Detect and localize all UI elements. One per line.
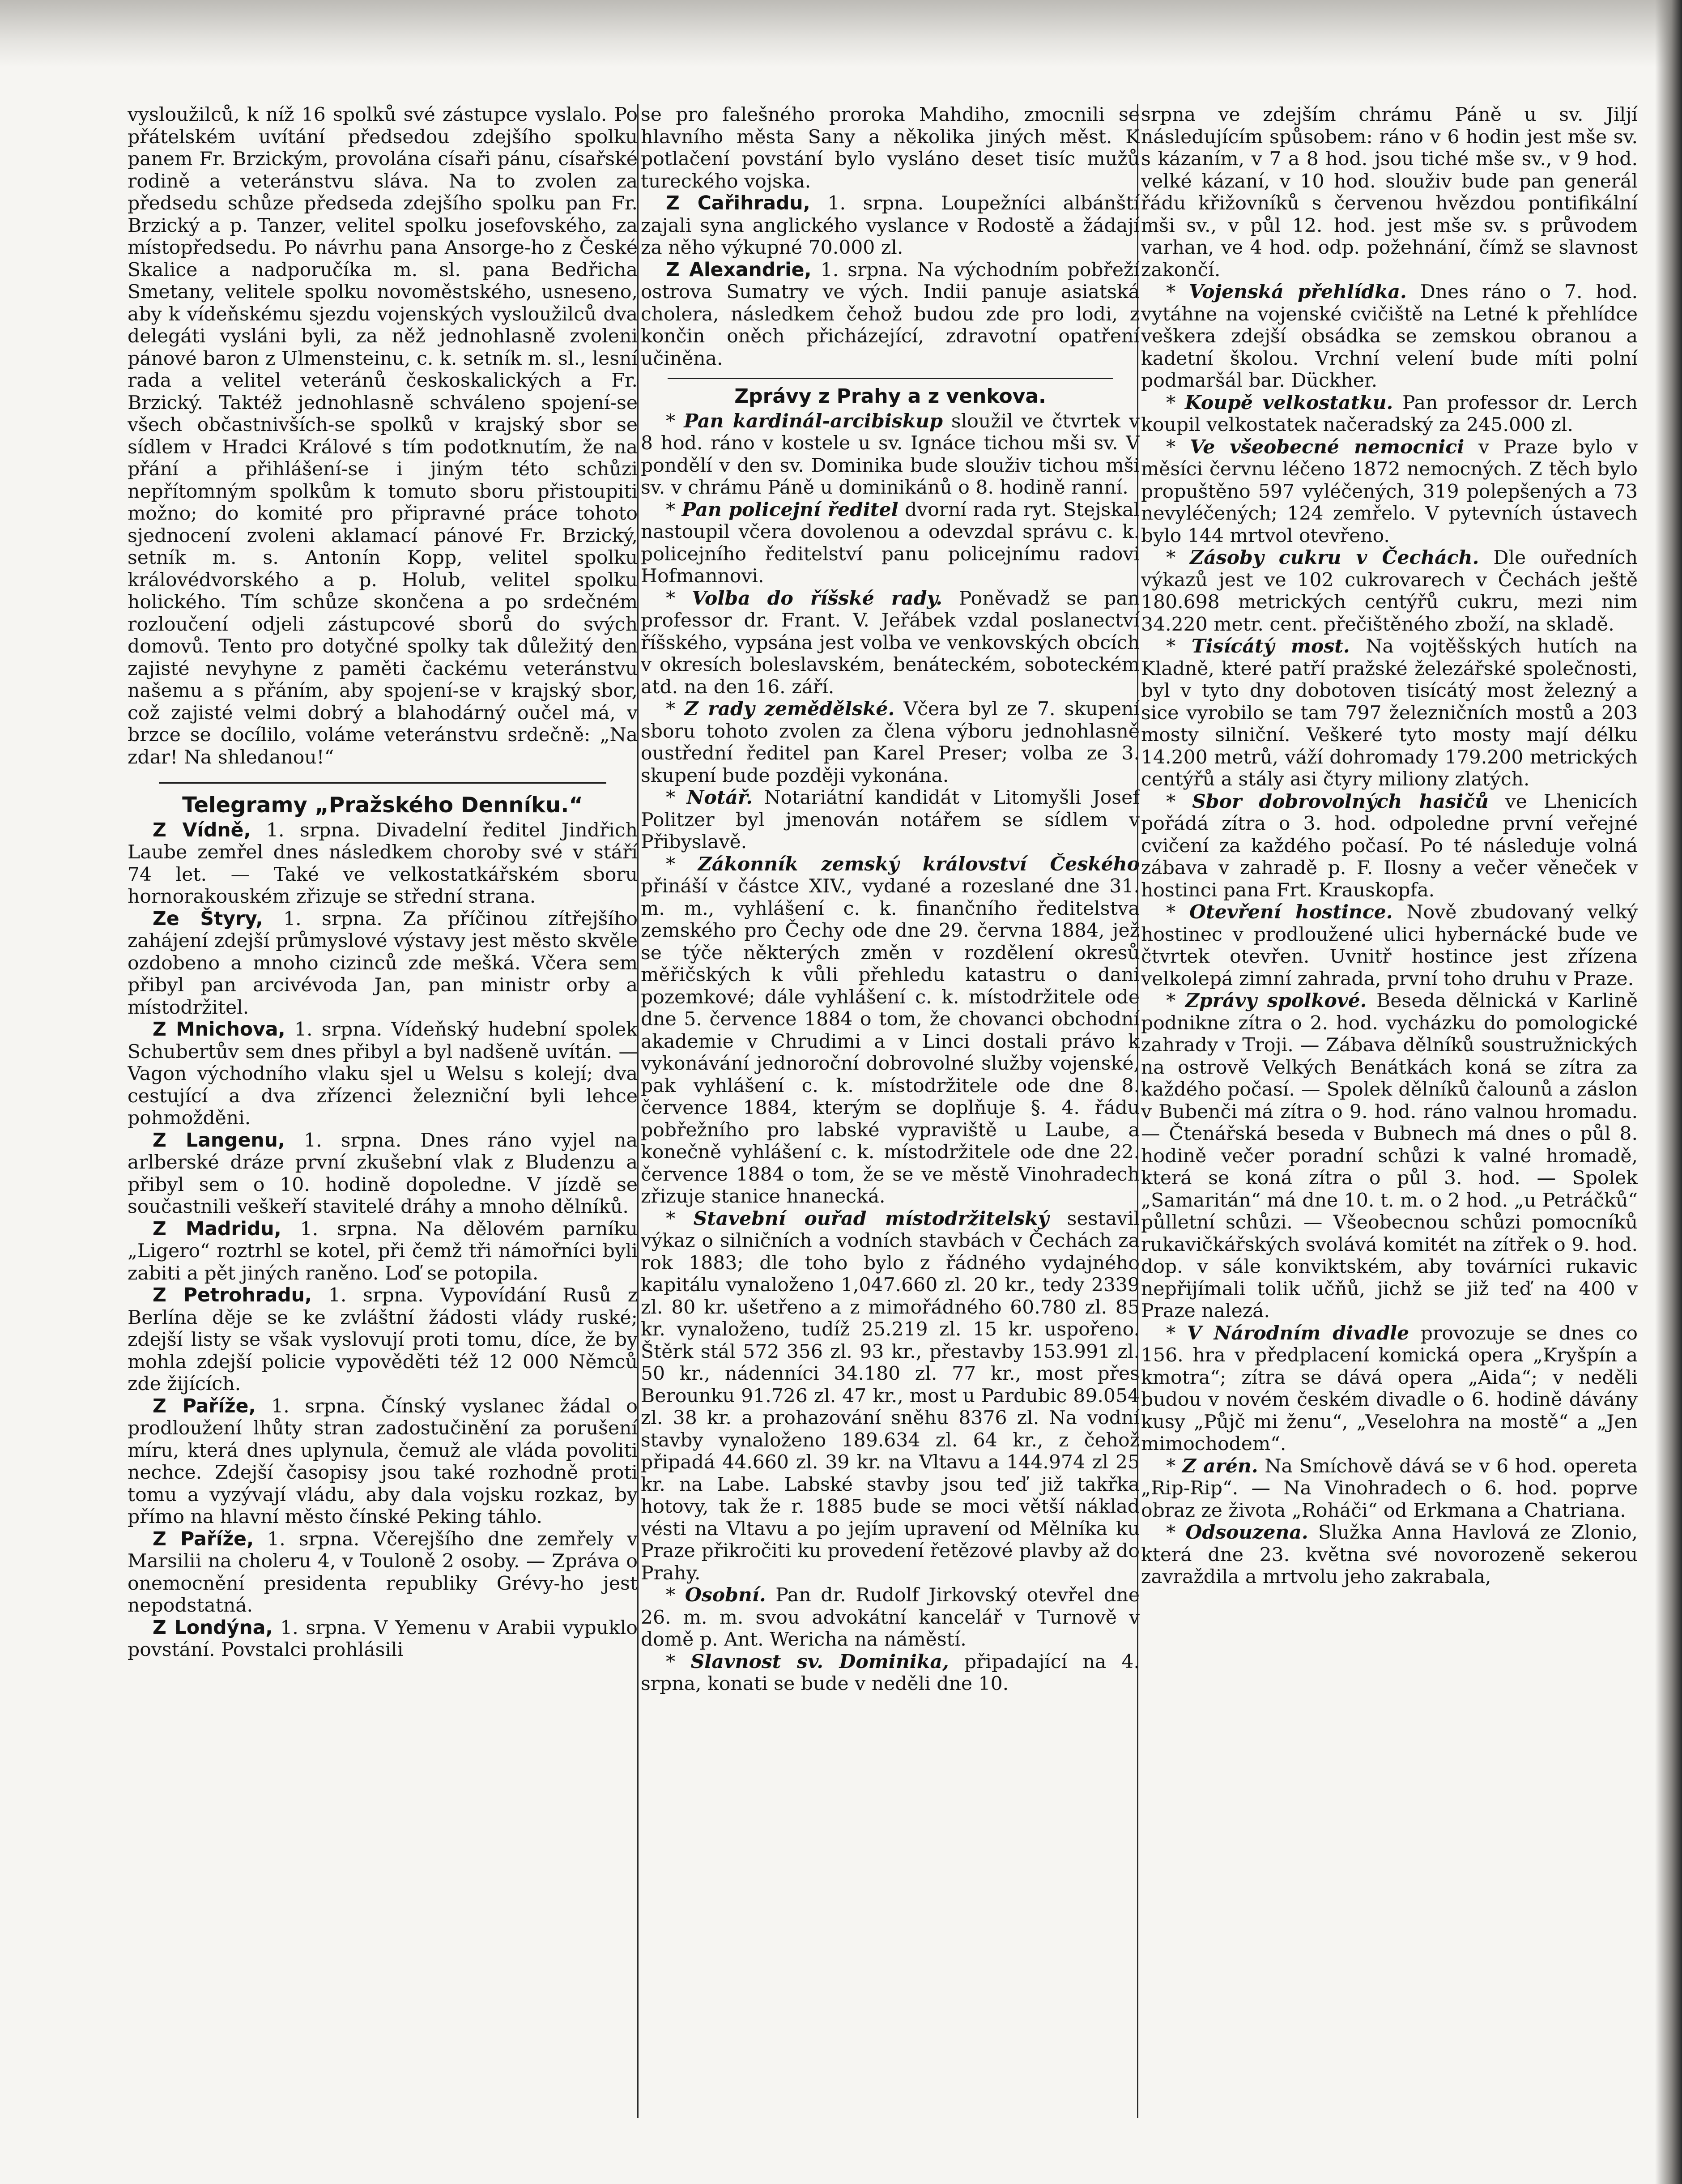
telegram-place: Z Petrohradu, [153, 1284, 312, 1306]
news-text: sloužil ve čtvrtek v 8 hod. ráno v kostele u sv. Ignáce tichou mši sv. V pondělí v den sv. Dominika bude slouživ tichou mši sv. v chrámu Páně u dominikánů o 8. hodině ranní. [641, 410, 1140, 499]
telegram-place: Z Cařihradu, [666, 192, 810, 214]
news-heading: Stavební ouřad místodržitelský [693, 1207, 1049, 1230]
telegram-place: Z Langenu, [153, 1129, 285, 1152]
telegram-place: Z Alexandrie, [666, 259, 812, 281]
news-item: * V Národním divadle provozuje se dnes co 156. hra v předplacení komická opera „Kryšpín a kmotra“; zítra se dává opera „Aida“; v neděli budou v novém českém divadle o 6. hodině dávány kusy „Půjč mi ženu“, „Veselohra na mostě“ a „Jen mimochodem“. [1141, 1322, 1638, 1455]
column-3 [1141, 104, 1638, 2176]
news-item: * Volba do říšské rady. Poněvadž se pan professor dr. Frant. V. Jeřábek vzdal poslanectví říšského, vypsána jest volba ve venkovských obcích v okresích boleslavském, benáteckém, soboteckém atd. na den 16. září. [641, 587, 1140, 698]
news-text: Poněvadž se pan professor dr. Frant. V. Jeřábek vzdal poslanectví říšského, vypsána jest volba ve venkovských obcích v okresích boleslavském, benáteckém, soboteckém atd. na den 16. září. [641, 587, 1140, 698]
section-title-news: Zprávy z Prahy a z venkova. [734, 385, 1046, 408]
news-heading: Zprávy spolkové. [1185, 990, 1367, 1012]
telegram-item [128, 819, 638, 908]
news-text: Na vojtěšských hutích na Kladně, které patří pražské železářské společnosti, byl v tyto dny dobotoven tisícátý most železný a sice vyrobilo se tam 797 železničních mostů a 203 mosty silniční. Veškeré tyto mosty mají délku 14.200 metrů, váží dohromady 179.200 metrických centýřů a stály asi čtyry miliony zlatých. [1141, 636, 1638, 790]
news-text: Na Smíchově dává se v 6 hod. opereta „Rip-Rip“. — Na Vinohradech o 6. hod. poprve obraz ze života „Roháči“ od Erkmana a Chatriana. [1141, 1455, 1638, 1522]
telegram-place: Z Paříže, [153, 1528, 254, 1550]
news-heading: Osobní. [685, 1584, 766, 1606]
telegram-text: 1. srpna. Loupežníci albánští zajali syna anglického vyslance v Rodostě a žádají za něho výkupné 70.000 zl. [641, 192, 1140, 259]
telegram-text: 1. srpna. Včerejšího dne zemřely v Marsilii na choleru 4, v Touloně 2 osoby. — Zpráva o onemocnění presidenta republiky Grévy-ho jest nepodstatná. [128, 1528, 638, 1617]
section-title-telegrams: Telegramy „Pražského Denníku.“ [182, 793, 583, 818]
news-continuation: srpna ve zdejším chrámu Páně u sv. Jiljí následujícím spůsobem: ráno v 6 hodin jest mše sv. s kázaním, v 7 a 8 hod. jsou tiché mše sv., v 9 hod. velké kázaní, v 10 hod. slouživ bude pan generál řádu křižovníků s červenou hvězdou pontifikální mši sv., v půl 12. hod. jest mše sv. s průvodem varhan, ve 4 hod. odp. požehnání, čímž se slavnost zakončí. [1141, 104, 1638, 281]
news-item: * Zákonník zemský království Českého přináší v částce XIV., vydané a rozeslané dne 31. m. m., vyhlášení c. k. finančního ředitelstva zemského pro Čechy ode dne 29. června 1884, jež se týče některých změn v rozdělení okresů měřičských k vůli přehledu katastru o dani pozemkové; dále vyhlášení c. k. místodržitele ode dne 5. července 1884 o tom, že chovanci obchodní akademie v Chrudimi a v Linci dostali právo k vykonávání jednoroční dobrovolné služby vojenské, pak vyhlášení c. k. místodržitele ode dne 8. července 1884, kterým se doplňuje §. 4. řádu pobřežního pro labské vypraviště u Laube, a konečně vyhlášení c. k. místodržitele ode dne 22. července 1884 o tom, že se ve městě Vinohradech zřizuje stanice hnanecká. [641, 853, 1140, 1207]
news-text: Dnes ráno o 7. hod. vytáhne na vojenské cvičiště na Letné k přehlídce veškera zdejší obsádka se zemskou obranou a kadetní školou. Vrchní velení bude míti polní podmaršál bar. Dückher. [1141, 281, 1638, 392]
news-item: * Tisícátý most. Na vojtěšských hutích na Kladně, které patří pražské železářské společnosti, byl v tyto dny dobotoven tisícátý most železný a sice vyrobilo se tam 797 železničních mostů a 203 mosty silniční. Veškeré tyto mosty mají délku 14.200 metrů, váží dohromady 179.200 metrických centýřů a stály asi čtyry miliony zlatých. [1141, 635, 1638, 790]
news-text: sestavil výkaz o silničních a vodních stavbách v Čechách za rok 1883; dle toho bylo z řádného vydajného kapitálu vynaloženo 1,047.660 zl. 20 kr., tedy 2339 zl. 80 kr. ušetřeno a z mimořádného 60.780 zl. 85 kr. vynaloženo, tudíž 25.219 zl. 15 kr. uspořeno. Štěrk stál 572 356 zl. 93 kr., přestavby 153.991 zl. 50 kr., nádenníci 34.180 zl. 77 kr., most přes Berounku 91.726 zl. 47 kr., most u Pardubic 89.054 zl. 38 kr. a prohazování sněhu 8376 zl. Na vodní stavby vynaloženo 189.634 zl. 64 kr., z čehož připadá 44.660 zl. 39 kr. na Vltavu a 144.974 zl 25 kr. na Labe. Labské stavby jsou teď již takřka hotovy, tak že r. 1885 bude se moci větší náklad vésti na Vltavu a po jejím upravení od Mělníka ku Praze přikročiti ku provedení řetězové plavby až do Prahy. [641, 1207, 1140, 1584]
telegram-text: 1. srpna. Na východním pobřeží ostrova Sumatry ve vých. Indii panuje asiatská cholera, následkem čehož budou zde pro lodi, z končin oněch přicházející, zdravotní opatření učiněna. [641, 259, 1140, 370]
scan-top-shadow [0, 0, 1682, 67]
news-text: Nově zbudovaný velký hostinec v prodloužené ulici hybernácké bude ve čtvrtek otevřen. Uvnitř hostince jest zřízena velkolepá zimní zahrada, první toho druhu v Praze. [1141, 901, 1638, 990]
column-2 [641, 104, 1140, 2176]
news-item: * Odsouzena. Služka Anna Havlová ze Zlonio, která dne 23. května své novorozeně sekerou zavraždila a mrtvolu jeho zakrabala, [1141, 1521, 1638, 1588]
news-text: Pan dr. Rudolf Jirkovský otevřel dne 26. m. m. svou advokátní kancelář v Turnově v domě p. Ant. Wericha na náměstí. [641, 1584, 1140, 1651]
news-heading: V Národním divadle [1187, 1322, 1409, 1344]
telegram-place: Z Londýna, [153, 1617, 273, 1639]
telegram-place: Z Vídně, [153, 819, 251, 841]
telegram-item [128, 1284, 638, 1395]
telegram-text: 1. srpna. Vypovídání Rusů z Berlína děje se ke zvláštní žádosti vlády ruské; zdejší listy se však vyslovují proti tomu, díce, že by mohla zdejší policie vypověděti též 12 000 Němců zde žijících. [128, 1284, 638, 1395]
news-text: Dle ouředních výkazů jest ve 102 cukrovarech v Čechách ještě 180.698 metrických centýřů cukru, mezi nim 34.220 metr. cent. přečištěného zboží, na skladě. [1141, 547, 1638, 636]
telegram-text: 1. srpna. Na dělovém parníku „Ligero“ roztrhl se kotel, při čemž tři námořníci byli zabiti a pět jiných raněno. Loď se potopila. [128, 1218, 638, 1284]
news-heading: Sbor dobrovolných hasičů [1192, 790, 1489, 813]
news-text: Včera byl ze 7. skupení sboru tohoto zvolen za člena výboru jednohlasně oustřední ředitel pan Karel Preser; volba ze 3. skupení bude později vykonána. [641, 698, 1140, 787]
news-item: * Slavnost sv. Dominika, připadající na 4. srpna, konati se bude v neděli dne 10. [641, 1650, 1140, 1695]
telegram-text: 1. srpna. V Yemenu v Arabii vypuklo povstání. Povstalci prohlásili [128, 1617, 638, 1661]
news-item: * Osobní. Pan dr. Rudolf Jirkovský otevřel dne 26. m. m. svou advokátní kancelář v Turnově v domě p. Ant. Wericha na náměstí. [641, 1584, 1140, 1651]
telegram-place: Z Madridu, [153, 1218, 281, 1240]
telegram-item [641, 192, 1140, 259]
telegram-item [128, 1130, 638, 1218]
news-text: Pan professor dr. Lerch koupil velkostatek načeradský za 245.000 zl. [1141, 392, 1638, 436]
news-heading: Notář. [686, 786, 753, 809]
section-divider [668, 378, 1113, 379]
news-text: dvorní rada ryt. Stejskal nastoupil včera dovolenou a odevzdal správu c. k. policejního ředitelství panu policejnímu radovi Hofmannovi. [641, 499, 1140, 587]
news-item: * Sbor dobrovolných hasičů ve Lhenicích pořádá zítra o 3. hod. odpoledne první veřejné cvičení za každého počasí. Po té následuje volná zábava v zahradě p. F. Ilosny a večer věneček v hostinci pana Frt. Krauskopfa. [1141, 790, 1638, 901]
telegram-text: 1. srpna. Čínský vyslanec žádal o prodloužení lhůty stran zadostučinění za porušení míru, která dnes uplynula, čemuž ale vláda povoliti nechce. Zdejší časopisy jsou také rozhodně proti tomu a vyzývají vládu, aby dala vojsku rozkaz, by přímo na hlavní město čínské Peking táhlo. [128, 1395, 638, 1528]
telegram-item [128, 1528, 638, 1617]
news-text: připadající na 4. srpna, konati se bude v neděli dne 10. [641, 1651, 1140, 1695]
telegram-text: 1. srpna. Divadelní ředitel Jindřich Laube zemřel dnes následkem choroby své v stáří 74 let. — Také ve velkostatkářském sboru hornorakouském zřizuje se střední strana. [128, 819, 638, 908]
news-item: * Pan kardinál-arcibiskup sloužil ve čtvrtek v 8 hod. ráno v kostele u sv. Ignáce tichou mši sv. V pondělí v den sv. Dominika bude slouživ tichou mši sv. v chrámu Páně u dominikánů o 8. hodině ranní. [641, 410, 1140, 499]
scan-right-edge [1655, 0, 1682, 2184]
news-item: * Pan policejní ředitel dvorní rada ryt. Stejskal nastoupil včera dovolenou a odevzdal správu c. k. policejního ředitelství panu policejnímu radovi Hofmannovi. [641, 498, 1140, 587]
news-item: * Vojenská přehlídka. Dnes ráno o 7. hod. vytáhne na vojenské cvičiště na Letné k přehlídce veškera zdejší obsádka se zemskou obranou a kadetní školou. Vrchní velení bude míti polní podmaršál bar. Dückher. [1141, 281, 1638, 392]
telegram-text: 1. srpna. Za příčinou zítřejšího zahájení zdejší průmyslové výstavy jest město skvěle ozdobeno a mnoho cizinců zde mešká. Včera sem přibyl pan arcivévoda Jan, pan ministr orby a místodržitel. [128, 908, 638, 1019]
news-text: v Praze bylo v měsíci červnu léčeno 1872 nemocných. Z těch bylo propuštěno 597 vyléčených, 319 polepšených a 73 nevyléčených; 124 zemřelo. V pytevních ústavech bylo 144 mrtvol otevřeno. [1141, 436, 1638, 547]
telegram-text: 1. srpna. Vídeňský hudební spolek Schubertův sem dnes přibyl a byl nadšeně uvítán. — Vagon východního vlaku sjel u Welsu s kolejí; dva cestující a dva zřízenci železniční byli lehce pohmožděni. [128, 1019, 638, 1129]
news-heading: Pan kardinál-arcibiskup [684, 410, 943, 432]
telegram-item [128, 1617, 638, 1661]
news-item: * Zásoby cukru v Čechách. Dle ouředních výkazů jest ve 102 cukrovarech v Čechách ještě 180.698 metrických centýřů cukru, mezi nim 34.220 metr. cent. přečištěného zboží, na skladě. [1141, 546, 1638, 636]
news-item: * Zprávy spolkové. Beseda dělnická v Karlině podnikne zítra o 2. hod. vycházku do pomologické zahrady v Troji. — Zábava dělníků soustružnických na ostrově Velkých Benátkách koná se zítra za každého počasí. — Spolek dělníků čalounů a záslon v Bubenči má zítra o 9. hod. ráno valnou hromadu. — Čtenářská beseda v Bubnech má dnes o půl 8. hodině večer poradní schůzi k valné hromadě, která se koná zítra o půl 3. hod. — Spolek „Samaritán“ má dne 10. t. m. o 2 hod. „u Petráčků“ půlletní schůzi. — Všeobecnou schůzi pomocníků rukavičkářských svolává komitét na zítřek o 9. hod. dop. v sále konviktském, aby továrníci rukavic nepřijímali tolik učňů, jichž se již teď na 400 v Praze nalezá. [1141, 990, 1638, 1322]
news-heading: Zákonník zemský království Českého [698, 853, 1140, 875]
news-heading: Volba do říšské rady. [691, 587, 943, 610]
news-text: Služka Anna Havlová ze Zlonio, která dne 23. května své novorozeně sekerou zavraždila a mrtvolu jeho zakrabala, [1141, 1522, 1638, 1588]
telegram-item [641, 259, 1140, 370]
telegram-item [128, 1019, 638, 1130]
telegram-item [128, 1395, 638, 1528]
news-text: provozuje se dnes co 156. hra v předplacení komická opera „Kryšpín a kmotra“; zítra se dává opera „Aida“; v neděli budou v novém českém divadle o 6. hodině dávány kusy „Půjč mi ženu“, „Veselohra na mostě“ a „Jen mimochodem“. [1141, 1322, 1638, 1455]
news-item: * Ve všeobecné nemocnici v Praze bylo v měsíci červnu léčeno 1872 nemocných. Z těch bylo propuštěno 597 vyléčených, 319 polepšených a 73 nevyléčených; 124 zemřelo. V pytevních ústavech bylo 144 mrtvol otevřeno. [1141, 435, 1638, 547]
news-heading: Odsouzena. [1185, 1521, 1308, 1544]
telegram-continuation: se pro falešného proroka Mahdiho, zmocnili se hlavního města Sany a několika jiných měst. K potlačení povstání bylo vysláno deset tisíc mužů tureckého vojska. [641, 104, 1140, 192]
news-text: přináší v částce XIV., vydané a rozeslané dne 31. m. m., vyhlášení c. k. finančního ředitelstva zemského pro Čechy ode dne 29. června 1884, jež se týče některých změn v rozdělení okresů měřičských k vůli přehledu katastru o dani pozemkové; dále vyhlášení c. k. místodržitele ode dne 5. července 1884 o tom, že chovanci obchodní akademie v Chrudimi a v Linci dostali právo k vykonávání jednoroční dobrovolné služby vojenské, pak vyhlášení c. k. místodržitele ode dne 8. července 1884, kterým se doplňuje §. 4. řádu pobřežního pro labské vypraviště u Laube, a konečně vyhlášení c. k. místodržitele ode dne 22. července 1884 o tom, že se ve městě Vinohradech zřizuje stanice hnanecká. [641, 875, 1140, 1207]
telegram-item [128, 1218, 638, 1285]
column-1 [128, 104, 638, 2176]
news-item: * Notář. Notariátní kandidát v Litomyšli Josef Politzer byl jmenován notářem se sídlem v Přibyslavě. [641, 786, 1140, 853]
telegram-place: Ze Štyry, [153, 908, 263, 930]
article-veterans: vysloužilců, k níž 16 spolků své zástupce vyslalo. Po přátelském uvítání předsedou zdejšího spolku panem Fr. Brzickým, provolána císaři pánu, císařské rodině a veteránstvu sláva. Na to zvolen za předsedu schůze předseda zdejšího spolku pan Fr. Brzický a p. Tanzer, velitel spolku josefovského, za místopředsedu. Po návrhu pana Ansorge-ho z České Skalice a nadporučíka m. sl. pana Bedřicha Smetany, velitele spolku novoměstského, usneseno, aby k vídeňskému sjezdu vojenských vysloužilců dva delegáti vysláni byli, za něž jednohlasně zvoleni pánové baron z Ulmensteinu, c. k. setník m. sl., lesní rada a velitel veteránů českoskalických a Fr. Brzický. Taktéž jednohlasně schváleno spojení-se všech občastnivších-se spolků v krajský sbor se sídlem v Hradci Králové s tím podotknutím, že na přání a přihlášení-se i jiným této schůzi nepřítomným spolkům k tomuto sboru přistoupiti možno; do komité pro připravné práce tohoto sjednocení zvoleni aklamací pánové Fr. Brzický, setník m. s. Antonín Kopp, velitel spolku královédvorského a p. Holub, velitel spolku holického. Tím schůze skončena a po srdečném rozloučení odjeli zástupcové sborů do svých domovů. Tento pro dotyčné spolky tak důležitý den zajisté nevyhyne z paměti čackému veteránstvu našemu a s přáním, aby spojení-se v krajský sbor, což zajisté velmi dobrý a blahodárný oučel má, v brzce se docílilo, voláme veteránstvu srdečně: „Na zdar! Na shledanou!“ [128, 104, 638, 768]
section-divider [159, 782, 606, 784]
telegram-text: 1. srpna. Dnes ráno vyjel na arlberské dráze první zkušební vlak z Bludenzu a přibyl sem o 10. hodině dopoledne. V jízdě se součastnili veškeří stavitelé dráhy a mnoho dělníků. [128, 1129, 638, 1218]
news-heading: Slavnost sv. Dominika, [690, 1650, 949, 1673]
news-text: Notariátní kandidát v Litomyšli Josef Politzer byl jmenován notářem se sídlem v Přibyslavě. [641, 787, 1140, 853]
telegram-place: Z Paříže, [153, 1395, 256, 1417]
news-item: * Otevření hostince. Nově zbudovaný velký hostinec v prodloužené ulici hybernácké bude ve čtvrtek otevřen. Uvnitř hostince jest zřízena velkolepá zimní zahrada, první toho druhu v Praze. [1141, 901, 1638, 990]
news-heading: Zásoby cukru v Čechách. [1190, 546, 1479, 569]
news-heading: Tisícátý most. [1191, 635, 1350, 657]
telegram-place: Z Mnichova, [153, 1019, 285, 1041]
news-text: ve Lhenicích pořádá zítra o 3. hod. odpoledne první veřejné cvičení za každého počasí. Po té následuje volná zábava v zahradě p. F. Ilosny a večer věneček v hostinci pana Frt. Krauskopfa. [1141, 790, 1638, 901]
news-heading: Otevření hostince. [1189, 901, 1393, 923]
news-item: * Z arén. Na Smíchově dává se v 6 hod. opereta „Rip-Rip“. — Na Vinohradech o 6. hod. poprve obraz ze života „Roháči“ od Erkmana a Chatriana. [1141, 1455, 1638, 1522]
news-item: * Stavební ouřad místodržitelský sestavil výkaz o silničních a vodních stavbách v Čechách za rok 1883; dle toho bylo z řádného vydajného kapitálu vynaloženo 1,047.660 zl. 20 kr., tedy 2339 zl. 80 kr. ušetřeno a z mimořádného 60.780 zl. 85 kr. vynaloženo, tudíž 25.219 zl. 15 kr. uspořeno. Štěrk stál 572 356 zl. 93 kr., přestavby 153.991 zl. 50 kr., nádenníci 34.180 zl. 77 kr., most přes Berounku 91.726 zl. 47 kr., most u Pardubic 89.054 zl. 38 kr. a prohazování sněhu 8376 zl. Na vodní stavby vynaloženo 189.634 zl. 64 kr., z čehož připadá 44.660 zl. 39 kr. na Vltavu a 144.974 zl 25 kr. na Labe. Labské stavby jsou teď již takřka hotovy, tak že r. 1885 bude se moci větší náklad vésti na Vltavu a po jejím upravení od Mělníka ku Praze přikročiti ku provedení řetězové plavby až do Prahy. [641, 1207, 1140, 1584]
news-heading: Z arén. [1182, 1455, 1258, 1477]
news-heading: Z rady zemědělské. [684, 698, 895, 720]
news-heading: Koupě velkostatku. [1184, 391, 1393, 414]
news-item: * Koupě velkostatku. Pan professor dr. Lerch koupil velkostatek načeradský za 245.000 zl. [1141, 391, 1638, 436]
news-heading: Pan policejní ředitel [681, 498, 898, 521]
telegram-item [128, 908, 638, 1019]
news-item: * Z rady zemědělské. Včera byl ze 7. skupení sboru tohoto zvolen za člena výboru jednohlasně oustřední ředitel pan Karel Preser; volba ze 3. skupení bude později vykonána. [641, 698, 1140, 787]
news-heading: Ve všeobecné nemocnici [1190, 435, 1465, 458]
news-heading: Vojenská přehlídka. [1189, 281, 1407, 303]
news-text: Beseda dělnická v Karlině podnikne zítra o 2. hod. vycházku do pomologické zahrady v Troji. — Zábava dělníků soustružnických na ostrově Velkých Benátkách koná se zítra za každého počasí. — Spolek dělníků čalounů a záslon v Bubenči má zítra o 9. hod. ráno valnou hromadu. — Čtenářská beseda v Bubnech má dnes o půl 8. hodině večer poradní schůzi k valné hromadě, která se koná zítra o půl 3. hod. — Spolek „Samaritán“ má dne 10. t. m. o 2 hod. „u Petráčků“ půlletní schůzi. — Všeobecnou schůzi pomocníků rukavičkářských svolává komitét na zítřek o 9. hod. dop. v sále konviktském, aby továrníci rukavic nepřijímali tolik učňů, jichž se již teď na 400 v Praze nalezá. [1141, 990, 1638, 1322]
